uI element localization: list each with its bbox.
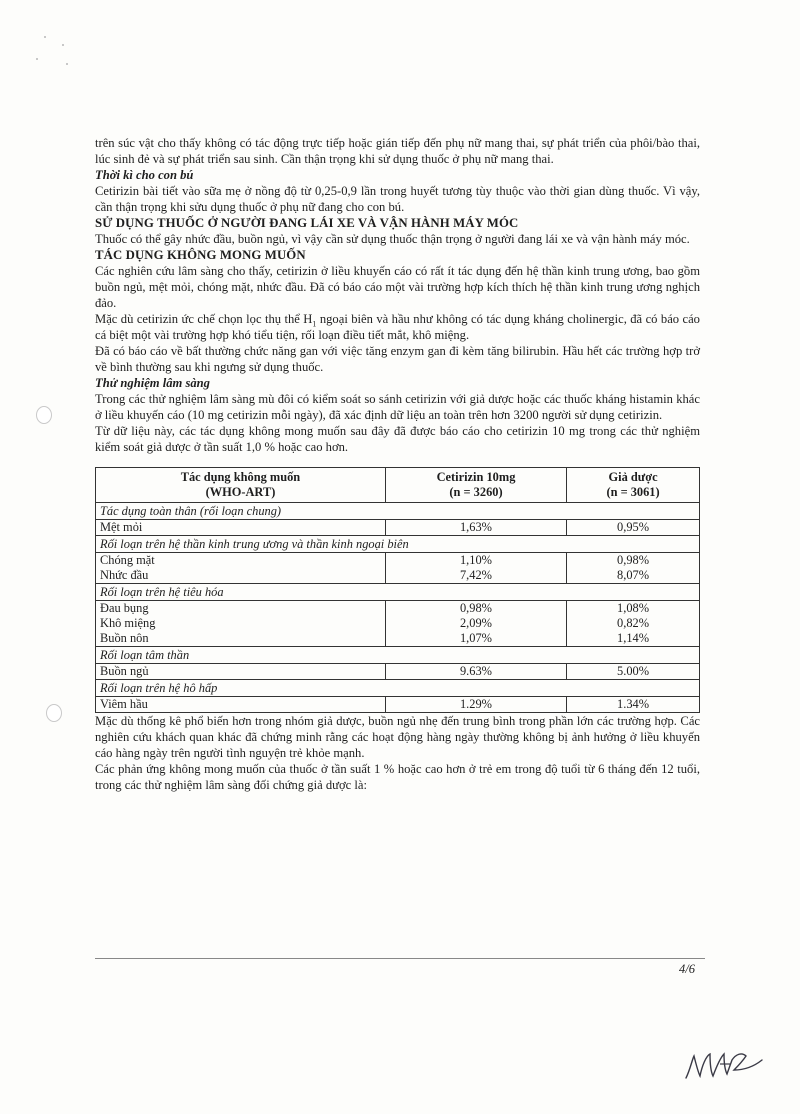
footer-divider <box>95 958 705 959</box>
effect-name: Mệt mỏi <box>100 520 143 534</box>
table-row <box>96 664 700 680</box>
table-header-row <box>96 468 700 503</box>
header-effect <box>96 468 386 503</box>
effect-name: Viêm hầu <box>100 697 148 711</box>
adverse-paragraph-2 <box>95 311 700 343</box>
handwritten-signature <box>680 1030 770 1090</box>
effect-name: Buồn ngủ <box>100 664 149 678</box>
table-category-row <box>96 536 700 553</box>
header-cetirizin <box>385 468 566 503</box>
adverse-paragraph-2-end: ngoại biên và hầu như không có tác dụng kháng cholinergic, đã có báo cáo cá biệt một vài trường hợp khó tiểu tiện, rối loạn điều tiết mắt, khô miệng. <box>95 312 700 342</box>
header-effect-subtitle: (WHO-ART) <box>205 485 276 499</box>
table-category-row <box>96 584 700 601</box>
adverse-effects-table <box>95 467 700 713</box>
cetirizin-value: 2,09% <box>459 616 492 630</box>
breastfeeding-subtitle: Thời kì cho con bú <box>95 168 194 182</box>
adverse-paragraph-1: Các nghiên cứu lâm sàng cho thấy, cetirizin ở liều khuyến cáo có rất ít tác dụng đến hệ thần kinh trung ương, bao gồm buồn ngủ, mệt mỏi, chóng mặt, nhức đầu. Đã có báo cáo một vài trường hợp kích thích hệ thần kinh trung ương nghịch đảo. <box>95 264 700 310</box>
adverse-paragraph-2-start: Mặc dù cetirizin ức chế chọn lọc thụ thể H <box>95 312 313 326</box>
header-cetirizin-title: Cetirizin 10mg <box>436 470 516 484</box>
cetirizin-cell <box>385 664 566 680</box>
punch-hole-icon <box>46 704 62 722</box>
category-label: Tác dụng toàn thân (rối loạn chung) <box>96 503 700 520</box>
cetirizin-cell <box>385 697 566 713</box>
table-category-row <box>96 503 700 520</box>
table-category-row <box>96 680 700 697</box>
cetirizin-value: 1,10% <box>459 553 492 567</box>
effect-name: Đau bụng <box>100 601 149 615</box>
cetirizin-value: 1,63% <box>459 520 492 534</box>
scan-speck <box>62 44 64 46</box>
scan-speck <box>36 58 38 60</box>
table-row <box>96 553 700 584</box>
table-row <box>96 601 700 647</box>
driving-heading: SỬ DỤNG THUỐC Ở NGƯỜI ĐANG LÁI XE VÀ VẬN HÀNH MÁY MÓC <box>95 216 519 230</box>
placebo-value: 8,07% <box>617 568 650 582</box>
effect-cell <box>96 520 386 536</box>
placebo-value: 1,08% <box>617 601 650 615</box>
category-label: Rối loạn trên hệ tiêu hóa <box>96 584 700 601</box>
placebo-cell <box>567 601 700 647</box>
trials-subtitle: Thử nghiệm lâm sàng <box>95 376 210 390</box>
placebo-cell <box>567 553 700 584</box>
placebo-value: 0,98% <box>617 553 650 567</box>
category-label: Rối loạn trên hệ thần kinh trung ương và thần kinh ngoại biên <box>96 536 700 553</box>
effect-cell <box>96 601 386 647</box>
after-table-paragraph-1: Mặc dù thống kê phổ biến hơn trong nhóm giả dược, buồn ngủ nhẹ đến trung bình trong phần lớn các trường hợp. Các nghiên cứu khách quan khác đã chứng minh rằng các hoạt động hàng ngày thường không bị ảnh hưởng ở liều khuyến cáo hàng ngày trên người tình nguyện trẻ khỏe mạnh. <box>95 714 700 760</box>
header-placebo <box>567 468 700 503</box>
header-placebo-n: (n = 3061) <box>606 485 660 499</box>
document-body <box>95 135 700 793</box>
effect-name: Chóng mặt <box>100 553 155 567</box>
header-cetirizin-n: (n = 3260) <box>449 485 503 499</box>
effect-cell <box>96 664 386 680</box>
placebo-value: 1.34% <box>617 697 650 711</box>
table-row <box>96 697 700 713</box>
placebo-cell <box>567 664 700 680</box>
punch-hole-icon <box>36 406 52 424</box>
after-table-paragraph-2: Các phản ứng không mong muốn của thuốc ở tần suất 1 % hoặc cao hơn ở trẻ em trong độ tuổi từ 6 tháng đến 12 tuổi, trong các thử nghiệm lâm sàng đối chứng giả dược là: <box>95 762 700 792</box>
table-category-row <box>96 647 700 664</box>
header-placebo-title: Giả dược <box>608 470 658 484</box>
effect-name: Khô miệng <box>100 616 156 630</box>
cetirizin-cell <box>385 520 566 536</box>
adverse-paragraph-5: Từ dữ liệu này, các tác dụng không mong muốn sau đây đã được báo cáo cho cetirizin 10 mg trong các thử nghiệm kiểm soát giả dược ở tần suất 1,0 % hoặc cao hơn. <box>95 424 700 454</box>
header-effect-title: Tác dụng không muốn <box>180 470 301 484</box>
cetirizin-value: 9.63% <box>459 664 492 678</box>
adverse-heading: TÁC DỤNG KHÔNG MONG MUỐN <box>95 248 306 262</box>
category-label: Rối loạn tâm thần <box>96 647 700 664</box>
adverse-paragraph-4: Trong các thử nghiệm lâm sàng mù đôi có kiểm soát so sánh cetirizin với giả dược hoặc các thuốc kháng histamin khác ở liều khuyến cáo (10 mg cetirizin mỗi ngày), đã xác định dữ liệu an toàn trên hơn 3200 người sử dụng cetirizin. <box>95 392 700 422</box>
table-row <box>96 520 700 536</box>
table-body <box>96 503 700 713</box>
adverse-paragraph-3: Đã có báo cáo về bất thường chức năng gan với việc tăng enzym gan đi kèm tăng bilirubin. Hầu hết các trường hợp trở về bình thường sau khi ngưng sử dụng thuốc. <box>95 344 700 374</box>
cetirizin-cell <box>385 601 566 647</box>
cetirizin-value: 0,98% <box>459 601 492 615</box>
effect-cell <box>96 697 386 713</box>
page-number: 4/6 <box>679 962 695 976</box>
intro-paragraph: trên súc vật cho thấy không có tác động trực tiếp hoặc gián tiếp đến phụ nữ mang thai, sự phát triển của phôi/bào thai, lúc sinh đẻ và sự phát triển sau sinh. Cần thận trọng khi sử dụng thuốc ở phụ nữ mang thai. <box>95 136 700 166</box>
placebo-cell <box>567 520 700 536</box>
scan-speck <box>44 36 46 38</box>
cetirizin-value: 1.29% <box>459 697 492 711</box>
h1-subscript: 1 <box>312 319 317 329</box>
effect-cell <box>96 553 386 584</box>
cetirizin-value: 1,07% <box>459 631 492 645</box>
effect-name: Nhức đầu <box>100 568 149 582</box>
driving-text: Thuốc có thể gây nhức đầu, buồn ngủ, vì vậy cần sử dụng thuốc thận trọng ở người đang lái xe và vận hành máy móc. <box>95 232 690 246</box>
category-label: Rối loạn trên hệ hô hấp <box>96 680 700 697</box>
effect-name: Buồn nôn <box>100 631 149 645</box>
placebo-value: 5.00% <box>617 664 650 678</box>
placebo-value: 0,82% <box>617 616 650 630</box>
placebo-value: 0,95% <box>617 520 650 534</box>
placebo-cell <box>567 697 700 713</box>
placebo-value: 1,14% <box>617 631 650 645</box>
cetirizin-value: 7,42% <box>459 568 492 582</box>
breastfeeding-text: Cetirizin bài tiết vào sữa mẹ ở nồng độ từ 0,25-0,9 lần trong huyết tương tùy thuộc vào thời gian dùng thuốc. Vì vậy, cần thận trọng khi sửu dụng thuốc ở phụ nữ đang cho con bú. <box>95 184 700 214</box>
cetirizin-cell <box>385 553 566 584</box>
scan-speck <box>66 63 68 65</box>
